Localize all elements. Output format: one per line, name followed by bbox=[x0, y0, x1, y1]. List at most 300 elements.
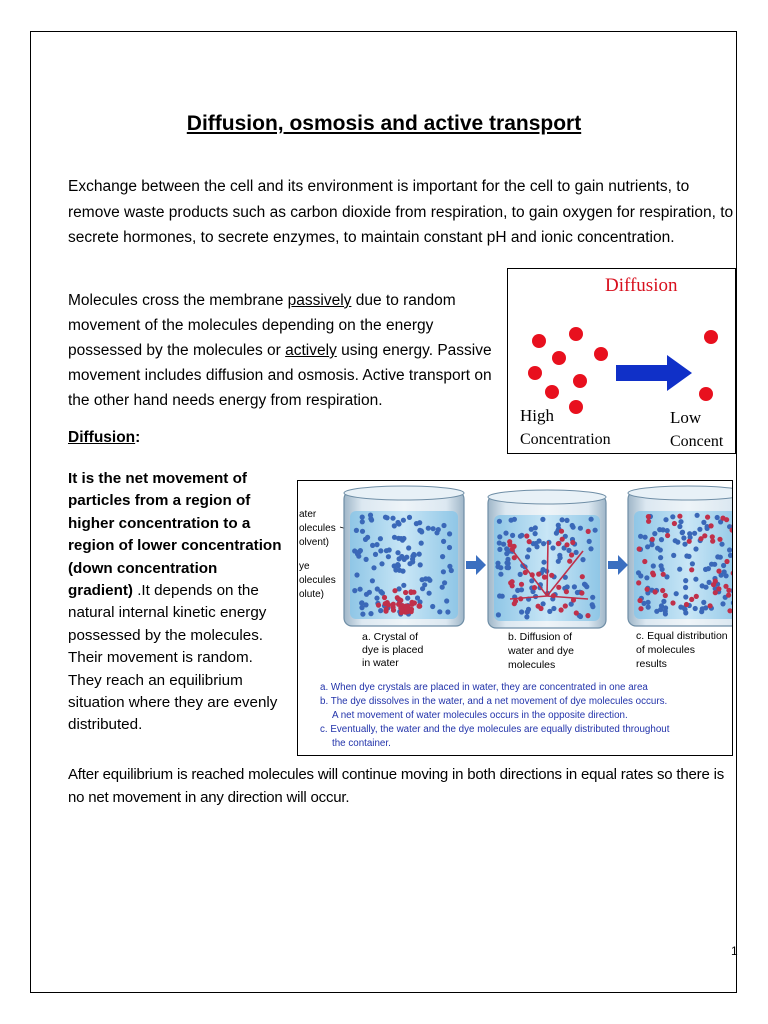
molecule-dot bbox=[585, 613, 590, 618]
particle-dot bbox=[552, 351, 566, 365]
molecule-dot bbox=[395, 520, 400, 525]
molecule-dot bbox=[378, 548, 383, 553]
molecule-dot bbox=[687, 531, 692, 536]
molecule-dot bbox=[529, 527, 534, 532]
molecule-dot bbox=[651, 563, 656, 568]
step-arrow bbox=[608, 555, 628, 575]
molecule-dot bbox=[718, 555, 723, 560]
molecule-dot bbox=[716, 586, 721, 591]
molecule-dot bbox=[401, 583, 406, 588]
molecule-dot bbox=[720, 516, 725, 521]
notes bbox=[320, 682, 670, 749]
molecule-dot bbox=[392, 588, 397, 593]
molecule-dot bbox=[360, 519, 365, 524]
molecule-dot bbox=[567, 559, 572, 564]
molecule-dot bbox=[683, 585, 688, 590]
caption-c: c. Equal distribution bbox=[636, 630, 728, 642]
molecule-dot bbox=[397, 568, 402, 573]
diffusion-diagram bbox=[507, 268, 736, 454]
molecule-dot bbox=[579, 590, 584, 595]
molecule-dot bbox=[360, 515, 365, 520]
molecule-dot bbox=[402, 557, 407, 562]
molecule-dot bbox=[368, 513, 373, 518]
movement-arrow bbox=[547, 541, 548, 596]
molecule-dot bbox=[726, 593, 731, 598]
particle-dot bbox=[594, 347, 608, 361]
molecule-dot bbox=[497, 519, 502, 524]
molecule-dot bbox=[540, 517, 545, 522]
molecule-dot bbox=[716, 569, 721, 574]
beaker-diagram bbox=[297, 480, 733, 756]
molecule-dot bbox=[386, 554, 391, 559]
molecule-dot bbox=[663, 593, 668, 598]
molecule-dot bbox=[376, 603, 381, 608]
molecule-dot bbox=[670, 514, 675, 519]
paragraph-text: using energy. Passive movement includes diffusion and osmosis. Active transport on the other hand needs energy from respiration. bbox=[68, 342, 492, 409]
note-line: A net movement of water molecules occurs in the opposite direction. bbox=[332, 710, 628, 721]
molecule-dot bbox=[677, 567, 682, 572]
molecule-dot bbox=[440, 554, 445, 559]
molecule-dot bbox=[384, 548, 389, 553]
molecule-dot bbox=[431, 526, 436, 531]
molecule-dot bbox=[645, 587, 650, 592]
molecule-dot bbox=[563, 603, 568, 608]
molecule-dot bbox=[444, 598, 449, 603]
molecule-dot bbox=[590, 604, 595, 609]
beaker-a bbox=[344, 486, 464, 626]
molecule-dot bbox=[400, 608, 405, 613]
molecule-dot bbox=[527, 539, 532, 544]
molecule-dot bbox=[724, 573, 729, 578]
molecule-dot bbox=[644, 575, 649, 580]
molecule-dot bbox=[549, 573, 554, 578]
molecule-dot bbox=[559, 529, 564, 534]
molecule-dot bbox=[705, 515, 710, 520]
molecule-dot bbox=[582, 582, 587, 587]
molecule-dot bbox=[360, 612, 365, 617]
molecule-dot bbox=[414, 521, 419, 526]
diffusion-definition bbox=[68, 468, 286, 737]
molecule-dot bbox=[379, 561, 384, 566]
molecule-dot bbox=[403, 590, 408, 595]
side-label: olvent) bbox=[299, 537, 330, 548]
molecule-dot bbox=[709, 562, 714, 567]
molecule-dot bbox=[651, 572, 656, 577]
actively-term: actively bbox=[285, 342, 337, 359]
molecule-dot bbox=[694, 594, 699, 599]
molecule-dot bbox=[447, 545, 452, 550]
molecule-dot bbox=[501, 542, 506, 547]
molecule-dot bbox=[565, 584, 570, 589]
molecule-dot bbox=[409, 602, 414, 607]
molecule-dot bbox=[713, 579, 718, 584]
molecule-dot bbox=[727, 547, 732, 552]
molecule-dot bbox=[692, 531, 697, 536]
molecule-dot bbox=[538, 606, 543, 611]
molecule-dot bbox=[646, 514, 651, 519]
molecule-dot bbox=[427, 591, 432, 596]
molecule-dot bbox=[684, 602, 689, 607]
particle-dot bbox=[704, 330, 718, 344]
molecule-dot bbox=[642, 559, 647, 564]
molecule-dot bbox=[503, 531, 508, 536]
molecule-dot bbox=[434, 530, 439, 535]
molecule-dot bbox=[447, 531, 452, 536]
page-number: 1 bbox=[731, 944, 738, 958]
molecule-dot bbox=[497, 547, 502, 552]
side-label: olecules bbox=[299, 523, 336, 534]
molecule-dot bbox=[364, 592, 369, 597]
molecule-dot bbox=[390, 516, 395, 521]
paragraph-exchange: Exchange between the cell and its environment is important for the cell to gain nutrients, to remove waste products such as carbon dioxide from respiration, to gain oxygen for respiration, to secrete hormones, to secrete enzymes, to maintain constant pH and ionic concentration. bbox=[68, 178, 734, 246]
side-labels bbox=[299, 509, 336, 600]
molecule-dot bbox=[588, 546, 593, 551]
molecule-dot bbox=[695, 513, 700, 518]
molecule-dot bbox=[587, 539, 592, 544]
molecule-dot bbox=[723, 584, 728, 589]
beaker-rim bbox=[344, 486, 464, 500]
molecule-dot bbox=[547, 609, 552, 614]
molecule-dot bbox=[509, 518, 514, 523]
caption-c: results bbox=[636, 658, 667, 670]
molecule-dot bbox=[636, 580, 641, 585]
molecule-dot bbox=[682, 542, 687, 547]
molecule-dot bbox=[655, 546, 660, 551]
molecule-dot bbox=[418, 562, 423, 567]
definition-rest: .It depends on the natural internal kinetic energy possessed by the molecules. Their movement is random. They reach an equilibrium situation where they are evenly distributed. bbox=[68, 582, 278, 734]
beaker-rim bbox=[488, 490, 606, 504]
particle-dot bbox=[528, 366, 542, 380]
molecule-dot bbox=[658, 555, 663, 560]
molecule-dot bbox=[678, 519, 683, 524]
molecule-dot bbox=[665, 533, 670, 538]
molecule-dot bbox=[724, 559, 729, 564]
molecule-dot bbox=[701, 520, 706, 525]
molecule-dot bbox=[571, 525, 576, 530]
beaker-diagram-svg bbox=[298, 481, 733, 756]
side-label: olecules bbox=[299, 575, 336, 586]
molecule-dot bbox=[519, 587, 524, 592]
molecule-dot bbox=[409, 609, 414, 614]
molecule-dot bbox=[500, 594, 505, 599]
low-concentration-label: Concent bbox=[670, 433, 724, 450]
molecule-dot bbox=[673, 538, 678, 543]
molecule-dot bbox=[703, 585, 708, 590]
molecule-dot bbox=[411, 590, 416, 595]
molecule-dot bbox=[363, 602, 368, 607]
molecule-dot bbox=[541, 541, 546, 546]
molecule-dot bbox=[559, 607, 564, 612]
molecule-dot bbox=[392, 535, 397, 540]
note-line: c. Eventually, the water and the dye molecules are equally distributed throughout bbox=[320, 724, 670, 735]
molecule-dot bbox=[713, 590, 718, 595]
molecule-dot bbox=[532, 585, 537, 590]
molecule-dot bbox=[652, 531, 657, 536]
molecule-dot bbox=[593, 528, 598, 533]
molecule-dot bbox=[556, 585, 561, 590]
diagram-title: Diffusion bbox=[605, 275, 678, 296]
caption-a: a. Crystal of bbox=[362, 631, 419, 643]
molecule-dot bbox=[556, 541, 561, 546]
molecule-dot bbox=[355, 551, 360, 556]
molecule-dot bbox=[358, 587, 363, 592]
particle-dot bbox=[545, 385, 559, 399]
molecule-dot bbox=[498, 572, 503, 577]
passively-term: passively bbox=[287, 292, 352, 309]
molecule-dot bbox=[663, 517, 668, 522]
molecule-dot bbox=[570, 540, 575, 545]
molecule-dot bbox=[441, 569, 446, 574]
beaker-c bbox=[628, 486, 733, 626]
molecule-dot bbox=[519, 609, 524, 614]
molecule-dot bbox=[693, 606, 698, 611]
molecule-dot bbox=[556, 523, 561, 528]
molecule-dot bbox=[560, 517, 565, 522]
molecule-dot bbox=[370, 578, 375, 583]
molecule-dot bbox=[441, 523, 446, 528]
molecule-dot bbox=[728, 553, 733, 558]
molecule-dot bbox=[510, 583, 515, 588]
molecule-dot bbox=[419, 529, 424, 534]
caption-a: in water bbox=[362, 657, 399, 669]
molecule-dot bbox=[569, 552, 574, 557]
molecule-dot bbox=[693, 577, 698, 582]
molecule-dot bbox=[663, 611, 668, 616]
molecule-dot bbox=[410, 559, 415, 564]
molecule-dot bbox=[541, 601, 546, 606]
molecule-dot bbox=[589, 517, 594, 522]
molecule-dot bbox=[701, 600, 706, 605]
molecule-dot bbox=[684, 553, 689, 558]
caption-c: of molecules bbox=[636, 644, 695, 656]
molecule-dot bbox=[373, 552, 378, 557]
step-arrow bbox=[466, 555, 486, 575]
molecule-dot bbox=[406, 545, 411, 550]
molecule-dot bbox=[721, 563, 726, 568]
molecule-dot bbox=[378, 608, 383, 613]
paragraph-text: Molecules cross the membrane bbox=[68, 292, 288, 309]
molecule-dot bbox=[382, 595, 387, 600]
molecule-dot bbox=[430, 604, 435, 609]
molecule-dot bbox=[661, 572, 666, 577]
molecule-dot bbox=[510, 533, 515, 538]
molecule-dot bbox=[710, 534, 715, 539]
molecule-dot bbox=[689, 597, 694, 602]
molecule-dot bbox=[442, 580, 447, 585]
molecule-dot bbox=[677, 524, 682, 529]
molecule-dot bbox=[401, 518, 406, 523]
side-label: ater bbox=[299, 509, 317, 520]
side-label: olute) bbox=[299, 589, 325, 600]
molecule-dot bbox=[364, 557, 369, 562]
particle-dot bbox=[699, 387, 713, 401]
diffusion-diagram-svg bbox=[508, 269, 736, 454]
molecule-dot bbox=[391, 608, 396, 613]
molecule-dot bbox=[672, 521, 677, 526]
molecule-dot bbox=[681, 535, 686, 540]
molecule-dot bbox=[437, 609, 442, 614]
paragraph-membrane bbox=[68, 288, 504, 413]
molecule-dot bbox=[660, 527, 665, 532]
molecule-dot bbox=[395, 550, 400, 555]
molecule-dot bbox=[693, 546, 698, 551]
molecule-dot bbox=[590, 595, 595, 600]
diffusion-heading-colon: : bbox=[135, 429, 141, 446]
molecule-dot bbox=[558, 555, 563, 560]
molecule-dot bbox=[636, 570, 641, 575]
molecule-dot bbox=[417, 604, 422, 609]
side-label: ye bbox=[299, 561, 310, 572]
molecule-dot bbox=[524, 614, 529, 619]
molecule-dot bbox=[653, 589, 658, 594]
molecule-dot bbox=[546, 540, 551, 545]
molecule-dot bbox=[659, 537, 664, 542]
molecule-dot bbox=[370, 543, 375, 548]
diffusion-heading-text: Diffusion bbox=[68, 429, 136, 446]
molecule-dot bbox=[659, 603, 664, 608]
document-title: Diffusion, osmosis and active transport bbox=[186, 112, 582, 135]
molecule-dot bbox=[674, 591, 679, 596]
molecule-dot bbox=[374, 542, 379, 547]
note-line: the container. bbox=[332, 738, 391, 749]
molecule-dot bbox=[354, 572, 359, 577]
diffusion-heading bbox=[68, 429, 140, 447]
molecule-dot bbox=[690, 561, 695, 566]
molecule-dot bbox=[368, 611, 373, 616]
molecule-dot bbox=[700, 606, 705, 611]
molecule-dot bbox=[708, 603, 713, 608]
molecule-dot bbox=[680, 530, 685, 535]
molecule-dot bbox=[646, 519, 651, 524]
molecule-dot bbox=[683, 578, 688, 583]
captions bbox=[362, 630, 728, 671]
caption-a: dye is placed bbox=[362, 644, 424, 656]
molecule-dot bbox=[440, 585, 445, 590]
molecule-dot bbox=[518, 572, 523, 577]
molecule-dot bbox=[572, 584, 577, 589]
note-line: a. When dye crystals are placed in water, they are concentrated in one area bbox=[320, 682, 648, 693]
molecule-dot bbox=[659, 563, 664, 568]
molecule-dot bbox=[578, 526, 583, 531]
molecule-dot bbox=[703, 567, 708, 572]
beaker-b bbox=[488, 490, 606, 628]
molecule-dot bbox=[519, 533, 524, 538]
molecule-dot bbox=[727, 608, 732, 613]
molecule-dot bbox=[550, 545, 555, 550]
low-label: Low bbox=[670, 408, 702, 427]
molecule-dot bbox=[707, 580, 712, 585]
molecule-dot bbox=[385, 515, 390, 520]
molecule-dot bbox=[352, 588, 357, 593]
molecule-dot bbox=[526, 547, 531, 552]
molecule-dot bbox=[697, 527, 702, 532]
molecule-dot bbox=[365, 535, 370, 540]
molecule-dot bbox=[586, 529, 591, 534]
molecule-dot bbox=[383, 609, 388, 614]
molecule-dot bbox=[660, 588, 665, 593]
molecule-dot bbox=[512, 544, 517, 549]
molecule-dot bbox=[400, 538, 405, 543]
molecule-dot bbox=[720, 601, 725, 606]
molecule-dot bbox=[542, 575, 547, 580]
caption-b: molecules bbox=[508, 659, 556, 671]
particle-dot bbox=[532, 334, 546, 348]
molecule-dot bbox=[638, 606, 643, 611]
molecule-dot bbox=[654, 609, 659, 614]
molecule-dot bbox=[407, 515, 412, 520]
particle-dot bbox=[569, 400, 583, 414]
molecule-dot bbox=[371, 565, 376, 570]
caption-b: water and dye bbox=[508, 645, 574, 657]
molecule-dot bbox=[638, 534, 643, 539]
molecule-dot bbox=[564, 589, 569, 594]
molecule-dot bbox=[698, 536, 703, 541]
particle-dot bbox=[569, 327, 583, 341]
molecule-dot bbox=[574, 610, 579, 615]
molecule-dot bbox=[395, 595, 400, 600]
molecule-dot bbox=[504, 560, 509, 565]
molecule-dot bbox=[671, 553, 676, 558]
molecule-dot bbox=[683, 610, 688, 615]
particle-dot bbox=[573, 374, 587, 388]
high-label: High bbox=[520, 406, 554, 425]
molecule-dot bbox=[525, 554, 530, 559]
molecule-dot bbox=[498, 565, 503, 570]
molecule-dot bbox=[375, 586, 380, 591]
molecule-dot bbox=[709, 523, 714, 528]
molecule-dot bbox=[360, 529, 365, 534]
molecule-dot bbox=[411, 552, 416, 557]
note-line: b. The dye dissolves in the water, and a net movement of dye molecules occurs. bbox=[320, 696, 668, 707]
molecule-dot bbox=[566, 548, 571, 553]
paragraph-text: due to random movement of the molecules depending on the energy possessed by the molecules or bbox=[68, 292, 456, 359]
direction-arrow bbox=[616, 355, 692, 391]
molecule-dot bbox=[637, 546, 642, 551]
paragraph-equilibrium: After equilibrium is reached molecules will continue moving in both directions in equal rates so there is no net movement in any direction will occur. bbox=[68, 766, 725, 806]
molecule-dot bbox=[536, 572, 541, 577]
molecule-dot bbox=[637, 598, 642, 603]
molecule-dot bbox=[564, 518, 569, 523]
molecule-dot bbox=[643, 535, 648, 540]
molecule-dot bbox=[507, 539, 512, 544]
molecule-dot bbox=[419, 541, 424, 546]
molecule-dot bbox=[717, 537, 722, 542]
molecule-dot bbox=[423, 576, 428, 581]
molecule-dot bbox=[719, 542, 724, 547]
definition-bold: It is the net movement of particles from a region of higher concentration to a region of lower concentration (down concentration gradient) bbox=[68, 470, 282, 600]
molecule-dot bbox=[564, 542, 569, 547]
molecule-dot bbox=[354, 528, 359, 533]
molecule-dot bbox=[541, 560, 546, 565]
molecule-dot bbox=[519, 582, 524, 587]
molecule-dot bbox=[447, 564, 452, 569]
molecule-dot bbox=[646, 605, 651, 610]
molecule-dot bbox=[495, 561, 500, 566]
molecule-dot bbox=[533, 531, 538, 536]
molecule-dot bbox=[405, 596, 410, 601]
molecule-dot bbox=[415, 595, 420, 600]
molecule-dot bbox=[574, 550, 579, 555]
molecule-dot bbox=[445, 609, 450, 614]
molecule-dot bbox=[580, 574, 585, 579]
molecule-dot bbox=[392, 563, 397, 568]
molecule-dot bbox=[687, 539, 692, 544]
molecule-dot bbox=[441, 539, 446, 544]
molecule-dot bbox=[683, 594, 688, 599]
molecule-dot bbox=[732, 513, 733, 518]
molecule-dot bbox=[378, 536, 383, 541]
molecule-dot bbox=[374, 596, 379, 601]
